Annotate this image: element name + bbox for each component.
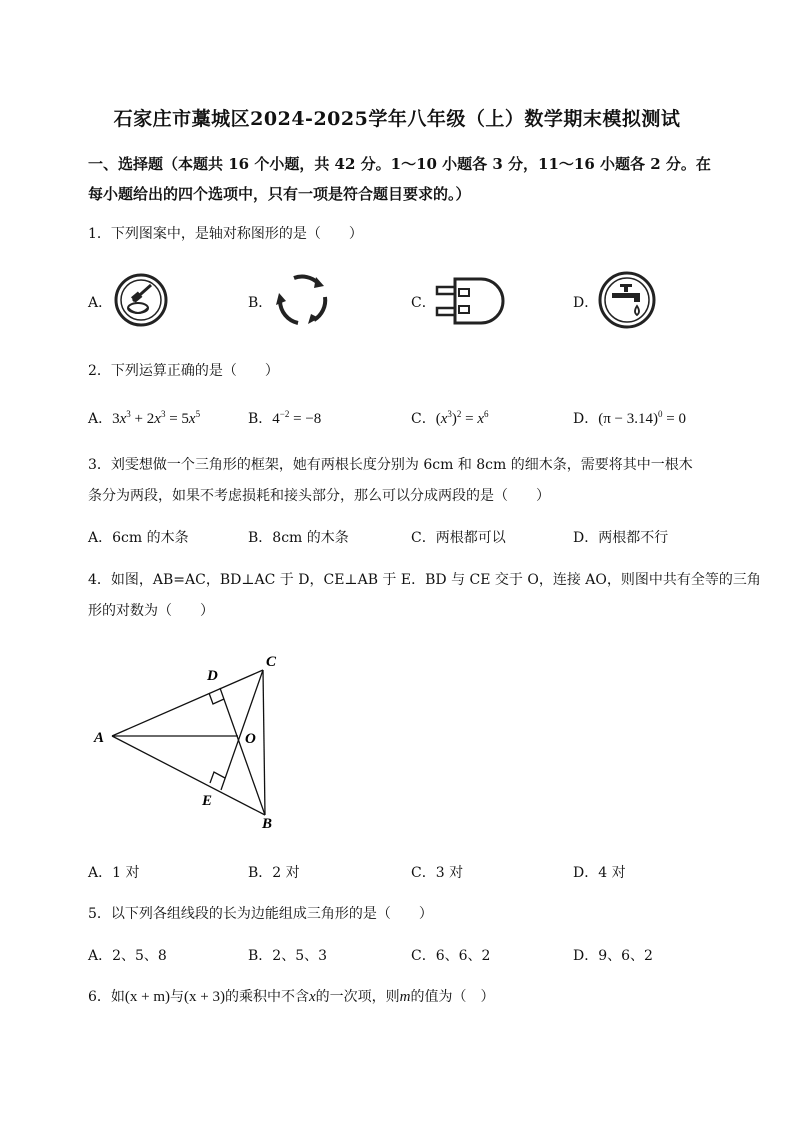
q3-option-c: C．两根都可以 (411, 530, 506, 546)
q1-option-a-label: A． (88, 295, 113, 311)
q2-option-b (248, 408, 321, 428)
label-d: D (207, 668, 218, 684)
segment-ac (112, 670, 263, 736)
label-b: B (262, 816, 273, 832)
q1-option-c-label: C． (411, 295, 436, 311)
q2-option-d-expression: $(\pi - 3.14)^0 = 0$ (598, 409, 686, 427)
q1-option-d-label: D． (573, 295, 599, 311)
label-e: E (202, 793, 213, 809)
segment-ab (112, 736, 265, 815)
q2-option-c-label: C． (411, 411, 436, 427)
variable-m: m (399, 989, 411, 1005)
geometry-figure (90, 650, 290, 835)
label-a: A (94, 730, 105, 746)
power-plug-icon (433, 275, 509, 327)
recycle-bin-icon (113, 271, 169, 329)
water-faucet-icon (596, 270, 658, 330)
q2-option-a-expression: $3x^3 + 2x^3 = 5x^5$ (112, 409, 201, 427)
question-6-stem: 6．如(x + m)与(x + 3)的乘积中不含x的一次项，则m的值为（ ） (88, 989, 495, 1005)
question-3-stem-line2: 条分为两段，如果不考虑损耗和接头部分，那么可以分成两段的是（ ） (88, 488, 550, 504)
expr-x-plus-m: (x + m) (124, 989, 171, 1005)
q2-option-c (411, 408, 489, 428)
q5-option-c: C．6、6、2 (411, 948, 491, 964)
page-title: 石家庄市藁城区2024-2025学年八年级（上）数学期末模拟测试 (113, 108, 681, 130)
q5-option-d: D．9、6、2 (573, 948, 653, 964)
q3-option-d: D．两根都不行 (573, 530, 669, 546)
section-header-line1: 一、选择题（本题共 16 个小题，共 42 分。1～10 小题各 3 分，11～16 小题各 2 分。在 (88, 155, 711, 173)
q4-option-b: B．2 对 (248, 865, 300, 881)
q5-option-b: B．2、5、3 (248, 948, 328, 964)
q4-option-a: A．1 对 (88, 865, 140, 881)
right-angle-mark-e (210, 772, 225, 783)
expr-x-plus-3: (x + 3) (184, 989, 225, 1005)
question-4-stem-line1: 4．如图，AB=AC，BD⊥AC 于 D，CE⊥AB 于 E．BD 与 CE 交于 O，连接 AO，则图中共有全等的三角 (88, 572, 761, 588)
triangle-lines (112, 670, 265, 815)
q3-option-b: B．8cm 的木条 (248, 530, 349, 546)
q1-option-b-label: B． (248, 295, 273, 311)
q4-option-d: D．4 对 (573, 865, 626, 881)
question-5-stem: 5．以下列各组线段的长为边能组成三角形的是（ ） (88, 906, 433, 922)
section-header-line2: 每小题给出的四个选项中，只有一项是符合题目要求的。） (88, 185, 471, 203)
recycle-arrows-icon (272, 271, 332, 329)
label-o: O (245, 731, 256, 747)
segment-ce (221, 670, 263, 790)
q2-option-b-label: B． (248, 411, 273, 427)
variable-x: x (309, 989, 316, 1005)
question-3-stem-line1: 3．刘雯想做一个三角形的框架，她有两根长度分别为 6cm 和 8cm 的细木条，需要将其中一根木 (88, 457, 693, 473)
question-4-stem-line2: 形的对数为（ ） (88, 603, 214, 619)
question-2-stem: 2．下列运算正确的是（ ） (88, 363, 279, 379)
question-1-stem: 1．下列图案中，是轴对称图形的是（ ） (88, 226, 363, 242)
q2-option-c-expression: $(x^3)^2 = x^6$ (435, 409, 489, 427)
q3-option-a: A．6cm 的木条 (88, 530, 189, 546)
segment-bc (263, 670, 265, 815)
q2-option-a (88, 408, 200, 428)
q2-option-b-expression: $4^{-2} = -8$ (272, 409, 322, 427)
q5-option-a: A．2、5、8 (88, 948, 167, 964)
q2-option-d (573, 408, 686, 428)
q4-option-c: C．3 对 (411, 865, 464, 881)
q2-option-a-label: A． (88, 411, 113, 427)
q2-option-d-label: D． (573, 411, 599, 427)
label-c: C (266, 654, 277, 670)
